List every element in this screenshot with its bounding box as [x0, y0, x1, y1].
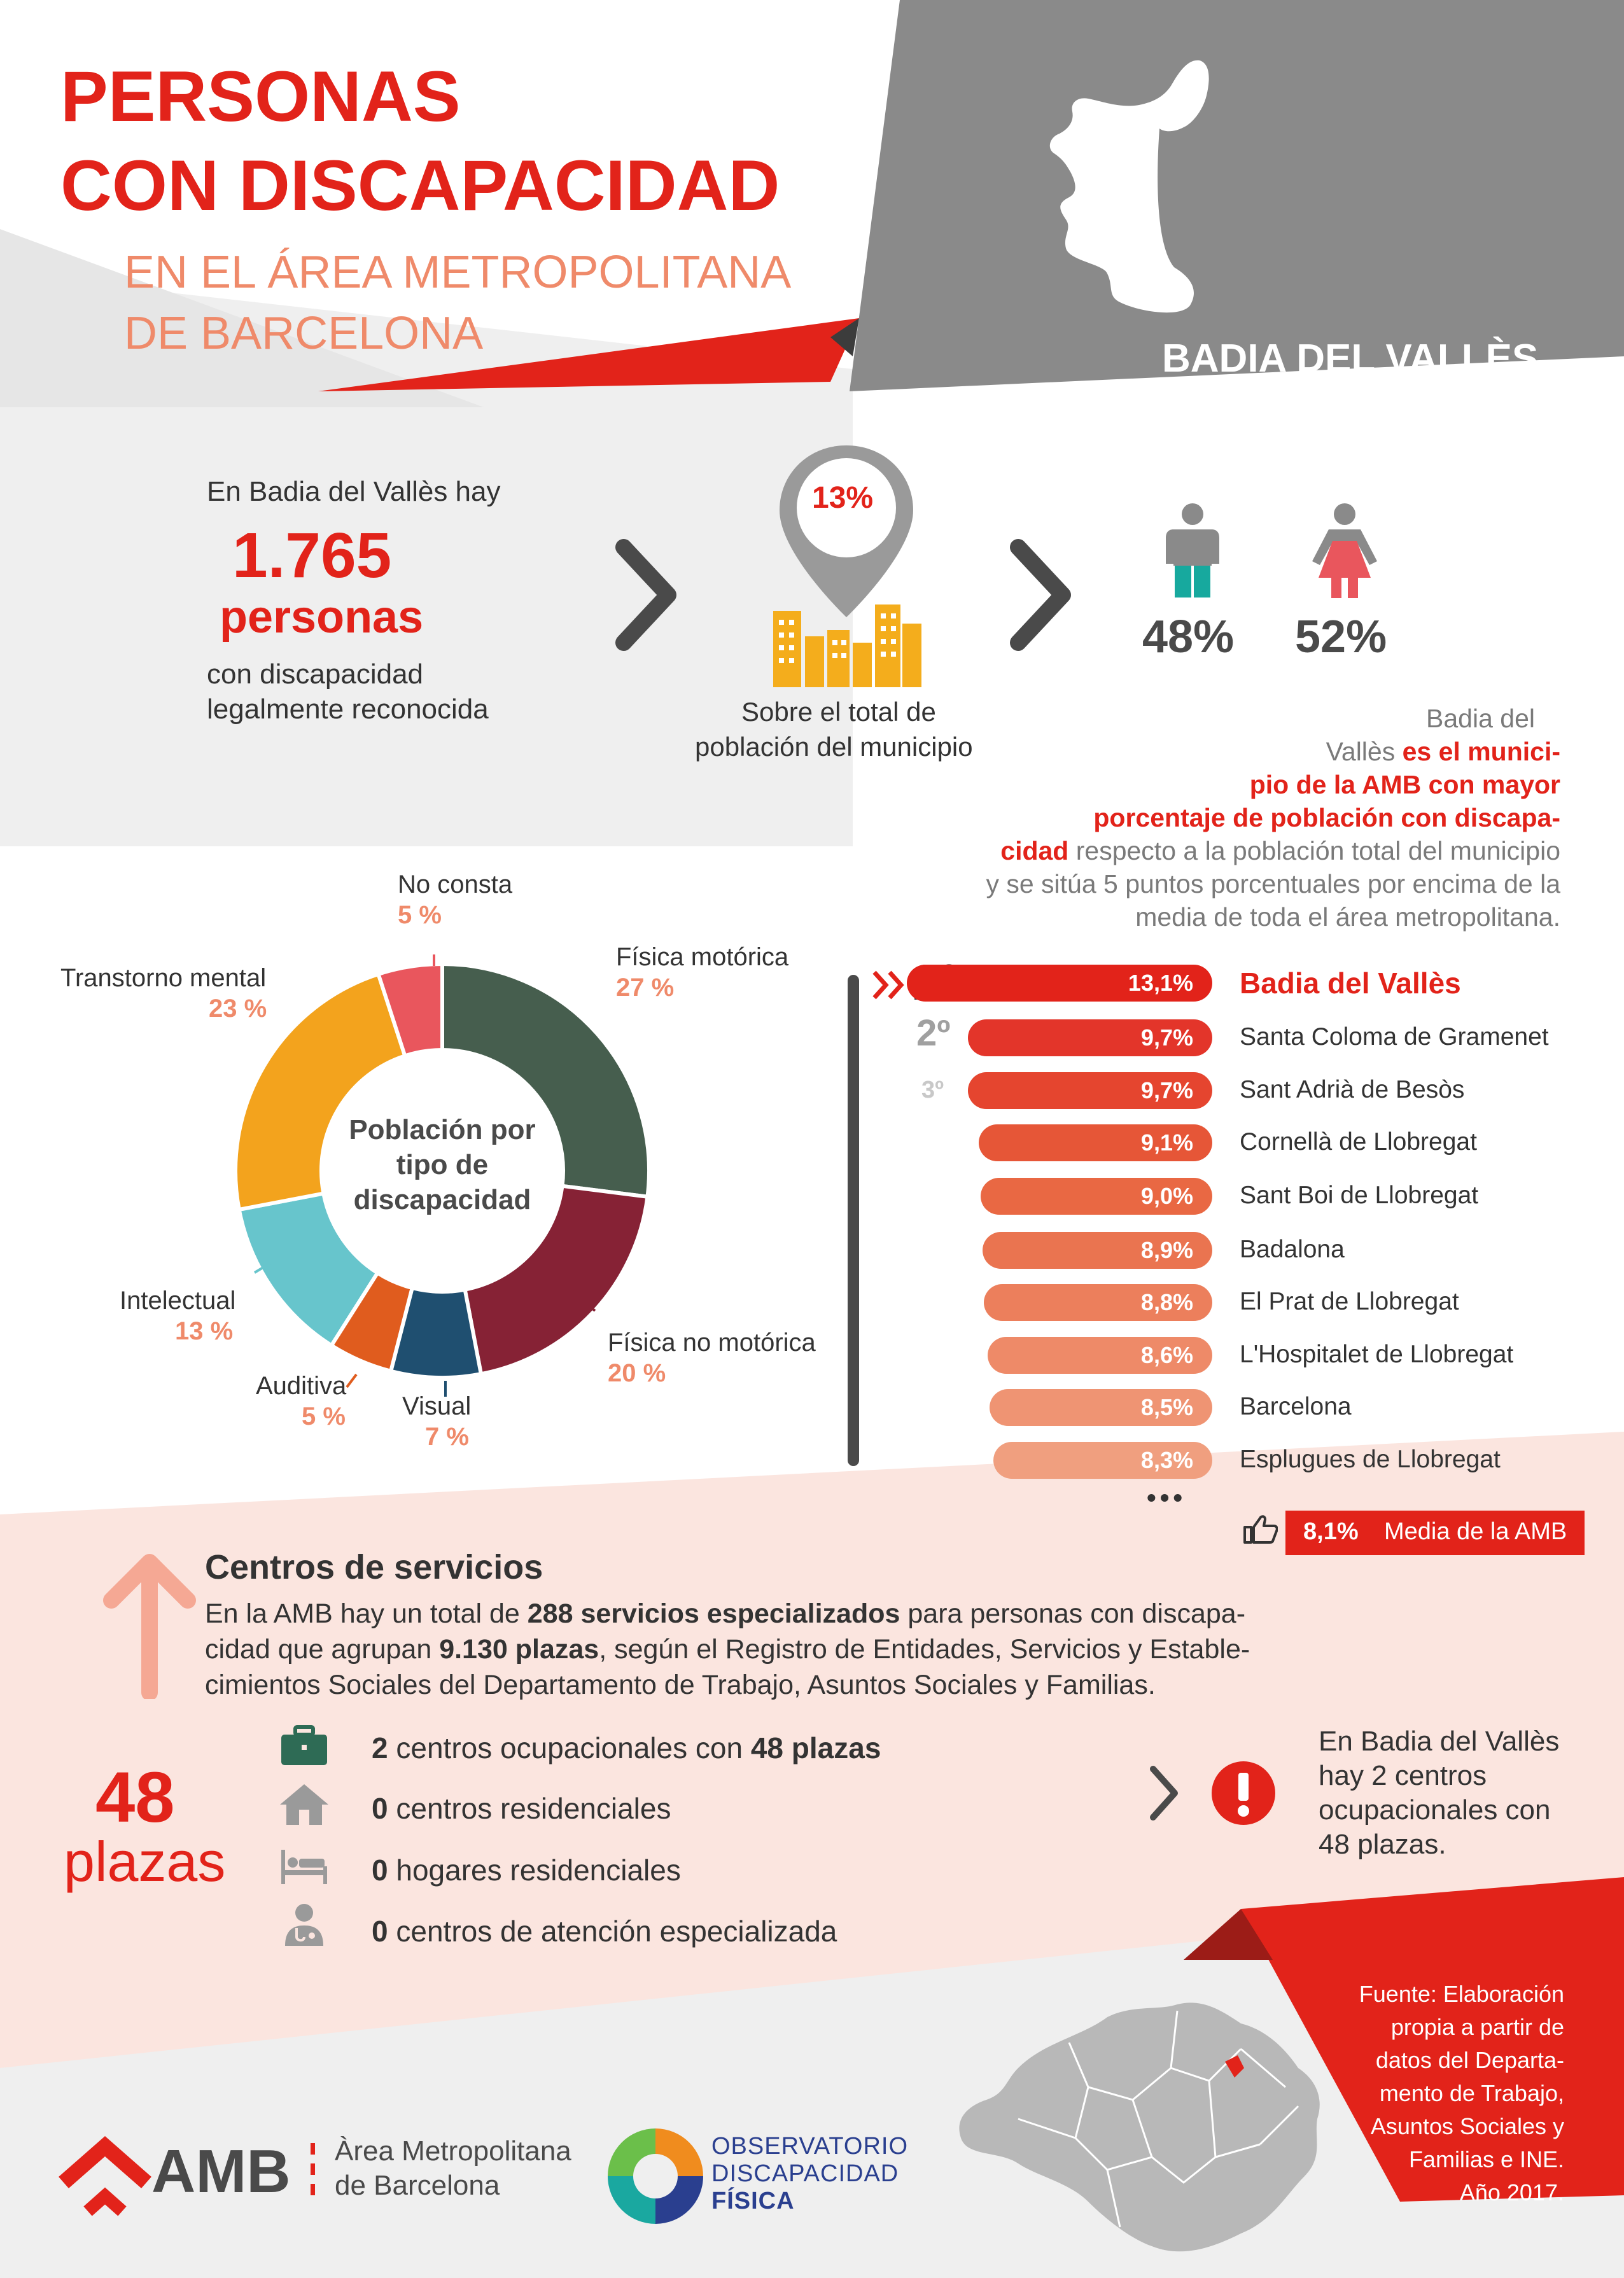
label-intelectual: Intelectual: [120, 1287, 236, 1315]
briefcase-icon: [279, 1724, 330, 1769]
ranking-bar-9: 8,5%: [990, 1389, 1212, 1426]
amb-region-map-icon: [942, 1992, 1400, 2272]
service-item-3-count: 0: [372, 1854, 388, 1887]
highlight-line1: [1426, 704, 1535, 733]
ranking-name-1: Badia del Vallès: [1240, 967, 1461, 1000]
value-auditiva: 5 %: [302, 1402, 346, 1430]
service-item-4-count: 0: [372, 1915, 388, 1948]
highlight-l5a: cidad: [1000, 836, 1069, 865]
services-note-line1: En Badia del Vallès: [1319, 1726, 1560, 1757]
services-paragraph-line1: [205, 1598, 1245, 1630]
service-item-2-count: 0: [372, 1792, 388, 1825]
services-paragraph-line2: [205, 1634, 1250, 1665]
obs-line2: DISCAPACIDAD: [711, 2160, 899, 2187]
arrow-up-icon: [102, 1553, 197, 1699]
highlight-l5b: respecto a la población total del municipio: [1068, 836, 1560, 865]
source-l5: Asuntos Sociales y: [1370, 2113, 1564, 2139]
highlight-l2a: Vallès: [1326, 737, 1403, 766]
services-note-line4: 48 plazas.: [1319, 1829, 1446, 1860]
service-item-3-text: hogares residenciales: [388, 1854, 681, 1887]
bed-icon: [279, 1842, 330, 1887]
chart-title-line3: discapacidad: [353, 1184, 531, 1215]
highlight-l6: y se sitúa 5 puntos porcentuales por encima de la: [986, 869, 1560, 898]
source-l6: Familias e INE.: [1408, 2146, 1564, 2172]
chevron-right-small-icon: [1145, 1761, 1184, 1825]
chevron-right-icon: [611, 538, 687, 652]
service-item-1-count: 2: [372, 1731, 388, 1764]
ranking-bar-3: 9,7%: [968, 1072, 1212, 1109]
value-no-consta: 5 %: [398, 901, 442, 929]
ranking-bar-10: 8,3%: [993, 1442, 1212, 1479]
services-title: Centros de servicios: [205, 1548, 543, 1586]
ranking-name-3: Sant Adrià de Besòs: [1240, 1076, 1465, 1103]
ranking-name-9: Barcelona: [1240, 1393, 1352, 1420]
plazas-number: 48: [95, 1757, 175, 1837]
average-label: Media de la AMB: [1384, 1518, 1567, 1545]
ranking-name-8: L'Hospitalet de Llobregat: [1240, 1341, 1514, 1368]
service-item-4: [372, 1914, 837, 1948]
label-fisica-motorica: Física motórica: [616, 943, 789, 971]
source-l2: propia a partir de: [1390, 2014, 1564, 2040]
services-note-line3: ocupacionales con: [1319, 1794, 1551, 1826]
alert-icon: [1210, 1760, 1277, 1826]
obs-line1: OBSERVATORIO: [711, 2133, 909, 2160]
summary-count-unit: personas: [220, 592, 424, 643]
value-fisica-motorica: 27 %: [616, 974, 675, 1002]
service-item-4-text: centros de atención especializada: [388, 1915, 837, 1948]
female-percent: 52%: [1295, 611, 1387, 662]
summary-intro: En Badia del Vallès hay: [207, 476, 501, 507]
amb-separator-1: [311, 2143, 315, 2155]
average-value: 8,1%: [1303, 1518, 1359, 1545]
leader-line-3: [347, 1374, 356, 1387]
subtitle-line1: EN EL ÁREA METROPOLITANA: [124, 247, 792, 298]
house-icon: [279, 1782, 330, 1826]
highlight-l1: Badia del: [1426, 704, 1535, 733]
municipality-map-icon: [1044, 57, 1222, 325]
chevron-right-icon-2: [1005, 538, 1082, 652]
services-note-line2: hay 2 centros: [1319, 1760, 1487, 1791]
value-intelectual: 13 %: [175, 1317, 234, 1345]
summary-count: 1.765: [232, 520, 392, 591]
female-icon: [1310, 503, 1380, 598]
obs-line3: FÍSICA: [711, 2188, 795, 2214]
rank-3: 3º: [921, 1077, 944, 1103]
chart-title-line2: tipo de: [396, 1149, 489, 1180]
ranking-name-6: Badalona: [1240, 1236, 1345, 1263]
rank-2: 2º: [916, 1012, 951, 1054]
services-p1a: En la AMB hay un total de: [205, 1598, 528, 1629]
ranking-name-7: El Prat de Llobregat: [1240, 1288, 1459, 1315]
subtitle-line2: DE BARCELONA: [124, 308, 484, 359]
ranking-bar-8: 8,6%: [988, 1337, 1212, 1374]
services-p1b: 288 servicios especializados: [527, 1598, 900, 1629]
label-transtorno-mental: Transtorno mental: [60, 964, 267, 992]
services-p1c: para personas con discapa-: [900, 1598, 1246, 1629]
value-fisica-no-motorica: 20 %: [608, 1359, 666, 1387]
amb-logo-icon: [57, 2135, 153, 2230]
ranking-bar-2: 9,7%: [968, 1019, 1212, 1056]
double-chevron-icon: [871, 967, 909, 1003]
highlight-l2b: es el munici-: [1402, 737, 1560, 766]
highlight-line5: [1000, 836, 1560, 865]
highlight-line2: [1326, 737, 1560, 766]
service-item-1-extra: 48 plazas: [750, 1731, 881, 1764]
summary-percent-desc-line1: Sobre el total de: [741, 697, 936, 727]
services-p2c: , según el Registro de Entidades, Servicios y Estable-: [599, 1634, 1250, 1665]
ranking-name-5: Sant Boi de Llobregat: [1240, 1182, 1479, 1209]
value-visual: 7 %: [425, 1423, 469, 1451]
source-l4: mento de Trabajo,: [1379, 2080, 1564, 2106]
observatorio-logo-icon: [601, 2122, 710, 2230]
source-l1: Fuente: Elaboración: [1359, 1981, 1564, 2007]
plazas-label: plazas: [64, 1830, 226, 1893]
ranking-name-10: Esplugues de Llobregat: [1240, 1446, 1501, 1473]
ranking-name-2: Santa Coloma de Gramenet: [1240, 1023, 1549, 1051]
label-fisica-no-motorica: Física no motórica: [608, 1329, 816, 1357]
label-no-consta: No consta: [398, 870, 513, 898]
chart-title-line1: Población por: [349, 1114, 536, 1145]
ranking-bar-1: 13,1%: [907, 965, 1212, 1002]
amb-separator-2: [311, 2163, 315, 2175]
summary-percent-desc-line2: población del municipio: [695, 732, 973, 762]
label-visual: Visual: [402, 1392, 472, 1420]
service-item-1: [372, 1731, 881, 1765]
service-item-2-text: centros residenciales: [388, 1792, 671, 1825]
city-buildings-icon: [770, 604, 923, 687]
ranking-bar-6: 8,9%: [983, 1232, 1212, 1269]
source-l3: datos del Departa-: [1375, 2047, 1564, 2073]
services-p2a: cidad que agrupan: [205, 1634, 440, 1665]
service-item-1-text: centros ocupacionales con: [388, 1731, 751, 1764]
ranking-divider: [848, 975, 859, 1466]
male-percent: 48%: [1142, 611, 1235, 662]
amb-abbr: AMB: [151, 2137, 291, 2205]
summary-desc-line2: legalmente reconocida: [207, 694, 489, 725]
value-transtorno-mental: 23 %: [209, 995, 267, 1023]
summary-desc-line1: con discapacidad: [207, 659, 424, 690]
summary-percent: 13%: [812, 481, 874, 515]
services-p3: cimientos Sociales del Departamento de Trabajo, Asuntos Sociales y Familias.: [205, 1670, 1156, 1700]
amb-name-line2: de Barcelona: [335, 2170, 500, 2201]
thumbs-up-icon: [1242, 1513, 1278, 1545]
services-note: [1319, 1724, 1559, 1862]
service-item-2: [372, 1791, 671, 1826]
highlight-l7: media de toda el área metropolitana.: [1135, 902, 1560, 932]
ranking-ellipsis: •••: [1147, 1483, 1187, 1513]
ranking-name-4: Cornellà de Llobregat: [1240, 1128, 1477, 1156]
highlight-l4: porcentaje de población con discapa-: [1093, 803, 1560, 832]
ranking-bar-5: 9,0%: [981, 1178, 1212, 1215]
ranking-bar-4: 9,1%: [979, 1124, 1212, 1161]
services-p2b: 9.130 plazas: [439, 1634, 599, 1665]
service-item-3: [372, 1853, 681, 1887]
amb-name-line1: Àrea Metropolitana: [335, 2135, 571, 2167]
title-line2: CON DISCAPACIDAD: [60, 146, 780, 225]
male-icon: [1162, 503, 1223, 598]
highlight-l3: pio de la AMB con mayor: [1249, 770, 1560, 799]
doctor-icon: [279, 1903, 330, 1947]
source-l7: Año 2017.: [1459, 2179, 1564, 2205]
ranking-bar-7: 8,8%: [984, 1284, 1212, 1321]
municipality-name: BADIA DEL VALLÈS: [1162, 337, 1539, 381]
label-auditiva: Auditiva: [256, 1372, 347, 1400]
title-line1: PERSONAS: [60, 57, 461, 136]
amb-separator-3: [311, 2184, 315, 2195]
